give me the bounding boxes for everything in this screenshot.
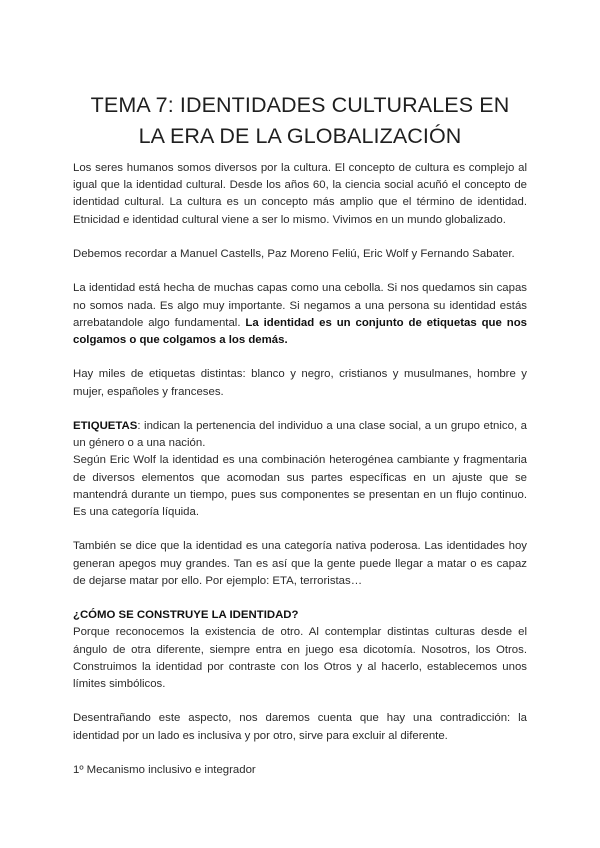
paragraph-eric-wolf: Según Eric Wolf la identidad es una combinación heterogénea cambiante y fragmentaria de diversos elementos que acomodan sus partes específicas en un ajuste que se mantendrá durante un tiempo, pues sus componentes se presentan en un flujo continuo. Es una categoría líquida. xyxy=(73,454,527,518)
identity-definition-bold: La identidad es un conjunto de etiquetas que nos colgamos o que colgamos a los demás xyxy=(73,316,527,346)
title-line-1: TEMA 7: IDENTIDADES CULTURALES EN xyxy=(90,93,510,117)
etiquetas-term: ETIQUETAS xyxy=(73,419,138,432)
paragraph-native-category: También se dice que la identidad es una categoría nativa poderosa. Las identidades hoy generan apegos muy grandes. Tan es así que la gente puede llegar a matar o es capaz de dejarse matar por ello. Por ejemplo: ETA, terroristas… xyxy=(73,540,527,587)
identity-layers-text: La identidad está hecha de muchas capas como una cebolla. Si nos quedamos sin capas no somos nada. Es algo muy importante. Si negamos a una persona su identidad estás arrebatandole algo fundamental. xyxy=(73,282,527,329)
identity-definition-period: . xyxy=(284,334,288,346)
page-title xyxy=(60,90,540,152)
paragraph-others: Porque reconocemos la existencia de otro. Al contemplar distintas culturas desde el ángulo de otra diferente, siempre entra en juego esa dicotomía. Nosotros, los Otros. Construimos la identidad por contraste con los Otros y al hacerlo, establecemos unos límites simbólicos. xyxy=(73,626,527,690)
title-line-2: LA ERA DE LA GLOBALIZACIÓN xyxy=(138,124,462,148)
section-heading: ¿CÓMO SE CONSTRUYE LA IDENTIDAD? xyxy=(73,609,299,622)
paragraph-etiquetas xyxy=(73,418,527,452)
paragraph-mechanism: 1º Mecanismo inclusivo e integrador xyxy=(73,763,256,776)
paragraph-contradiction: Desentrañando este aspecto, nos daremos cuenta que hay una contradicción: la identidad por un lado es inclusiva y por otro, sirve para excluir al diferente. xyxy=(73,712,527,742)
document-body xyxy=(73,160,527,796)
paragraph-identity-layers xyxy=(73,280,527,349)
paragraph-labels-examples: Hay miles de etiquetas distintas: blanco y negro, cristianos y musulmanes, hombre y mujer, españoles y franceses. xyxy=(73,368,527,398)
paragraph-authors: Debemos recordar a Manuel Castells, Paz Moreno Feliú, Eric Wolf y Fernando Sabater. xyxy=(73,248,515,260)
etiquetas-definition: : indican la pertenencia del individuo a una clase social, a un grupo etnico, a un género o a una nación. xyxy=(73,419,527,450)
paragraph-intro: Los seres humanos somos diversos por la cultura. El concepto de cultura es complejo al igual que la identidad cultural. Desde los años 60, la ciencia social acuñó el concepto de identidad cultural. La cultura es un concepto más amplio que el término de identidad. Etnicidad e identidad cultural viene a ser lo mismo. Vivimos en un mundo globalizado. xyxy=(73,162,527,226)
